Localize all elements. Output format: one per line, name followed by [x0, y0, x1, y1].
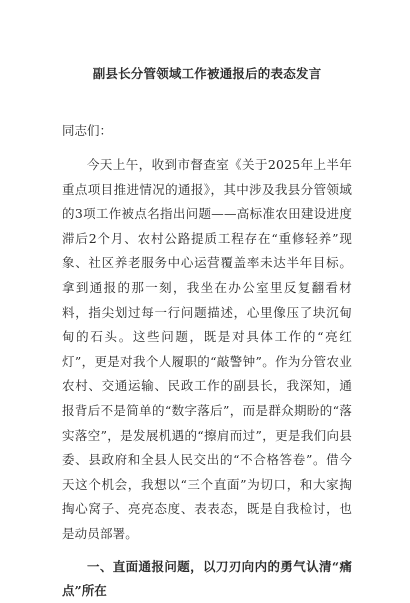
- document-title: 副县长分管领域工作被通报后的表态发言: [92, 66, 322, 81]
- salutation: 同志们：: [62, 123, 113, 138]
- section-heading: 一、直面通报问题，以刀刃向内的勇气认清“痛点”所在: [62, 558, 352, 598]
- body-paragraph: 今天上午，收到市督查室《关于2025年上半年重点项目推进情况的通报》，其中涉及我县分管领域的3项工作被点名指出问题——高标准农田建设进度滞后2个月、农村公路提质工程存在“重修轻养”现象、社区养老服务中心运营覆盖率未达半年目标。拿到通报的那一刻，我坐在办公室里反复翻看材料，指尖划过每一行问题描述，心里像压了块沉甸甸的石头。这些问题，既是对具体工作的“亮红灯”，更是对我个人履职的“敲警钟”。作为分管农业农村、交通运输、民政工作的副县长，我深知，通报背后不是简单的“数字落后”，而是群众期盼的“落实落空”，是发展机遇的“擦肩而过”，更是我们向县委、县政府和全县人民交出的“不合格答卷”。借今天这个机会，我想以“三个直面”为切口，和大家掏掏心窝子、亮亮态度、表表态，既是自我检讨，也是动员部署。: [62, 157, 352, 541]
